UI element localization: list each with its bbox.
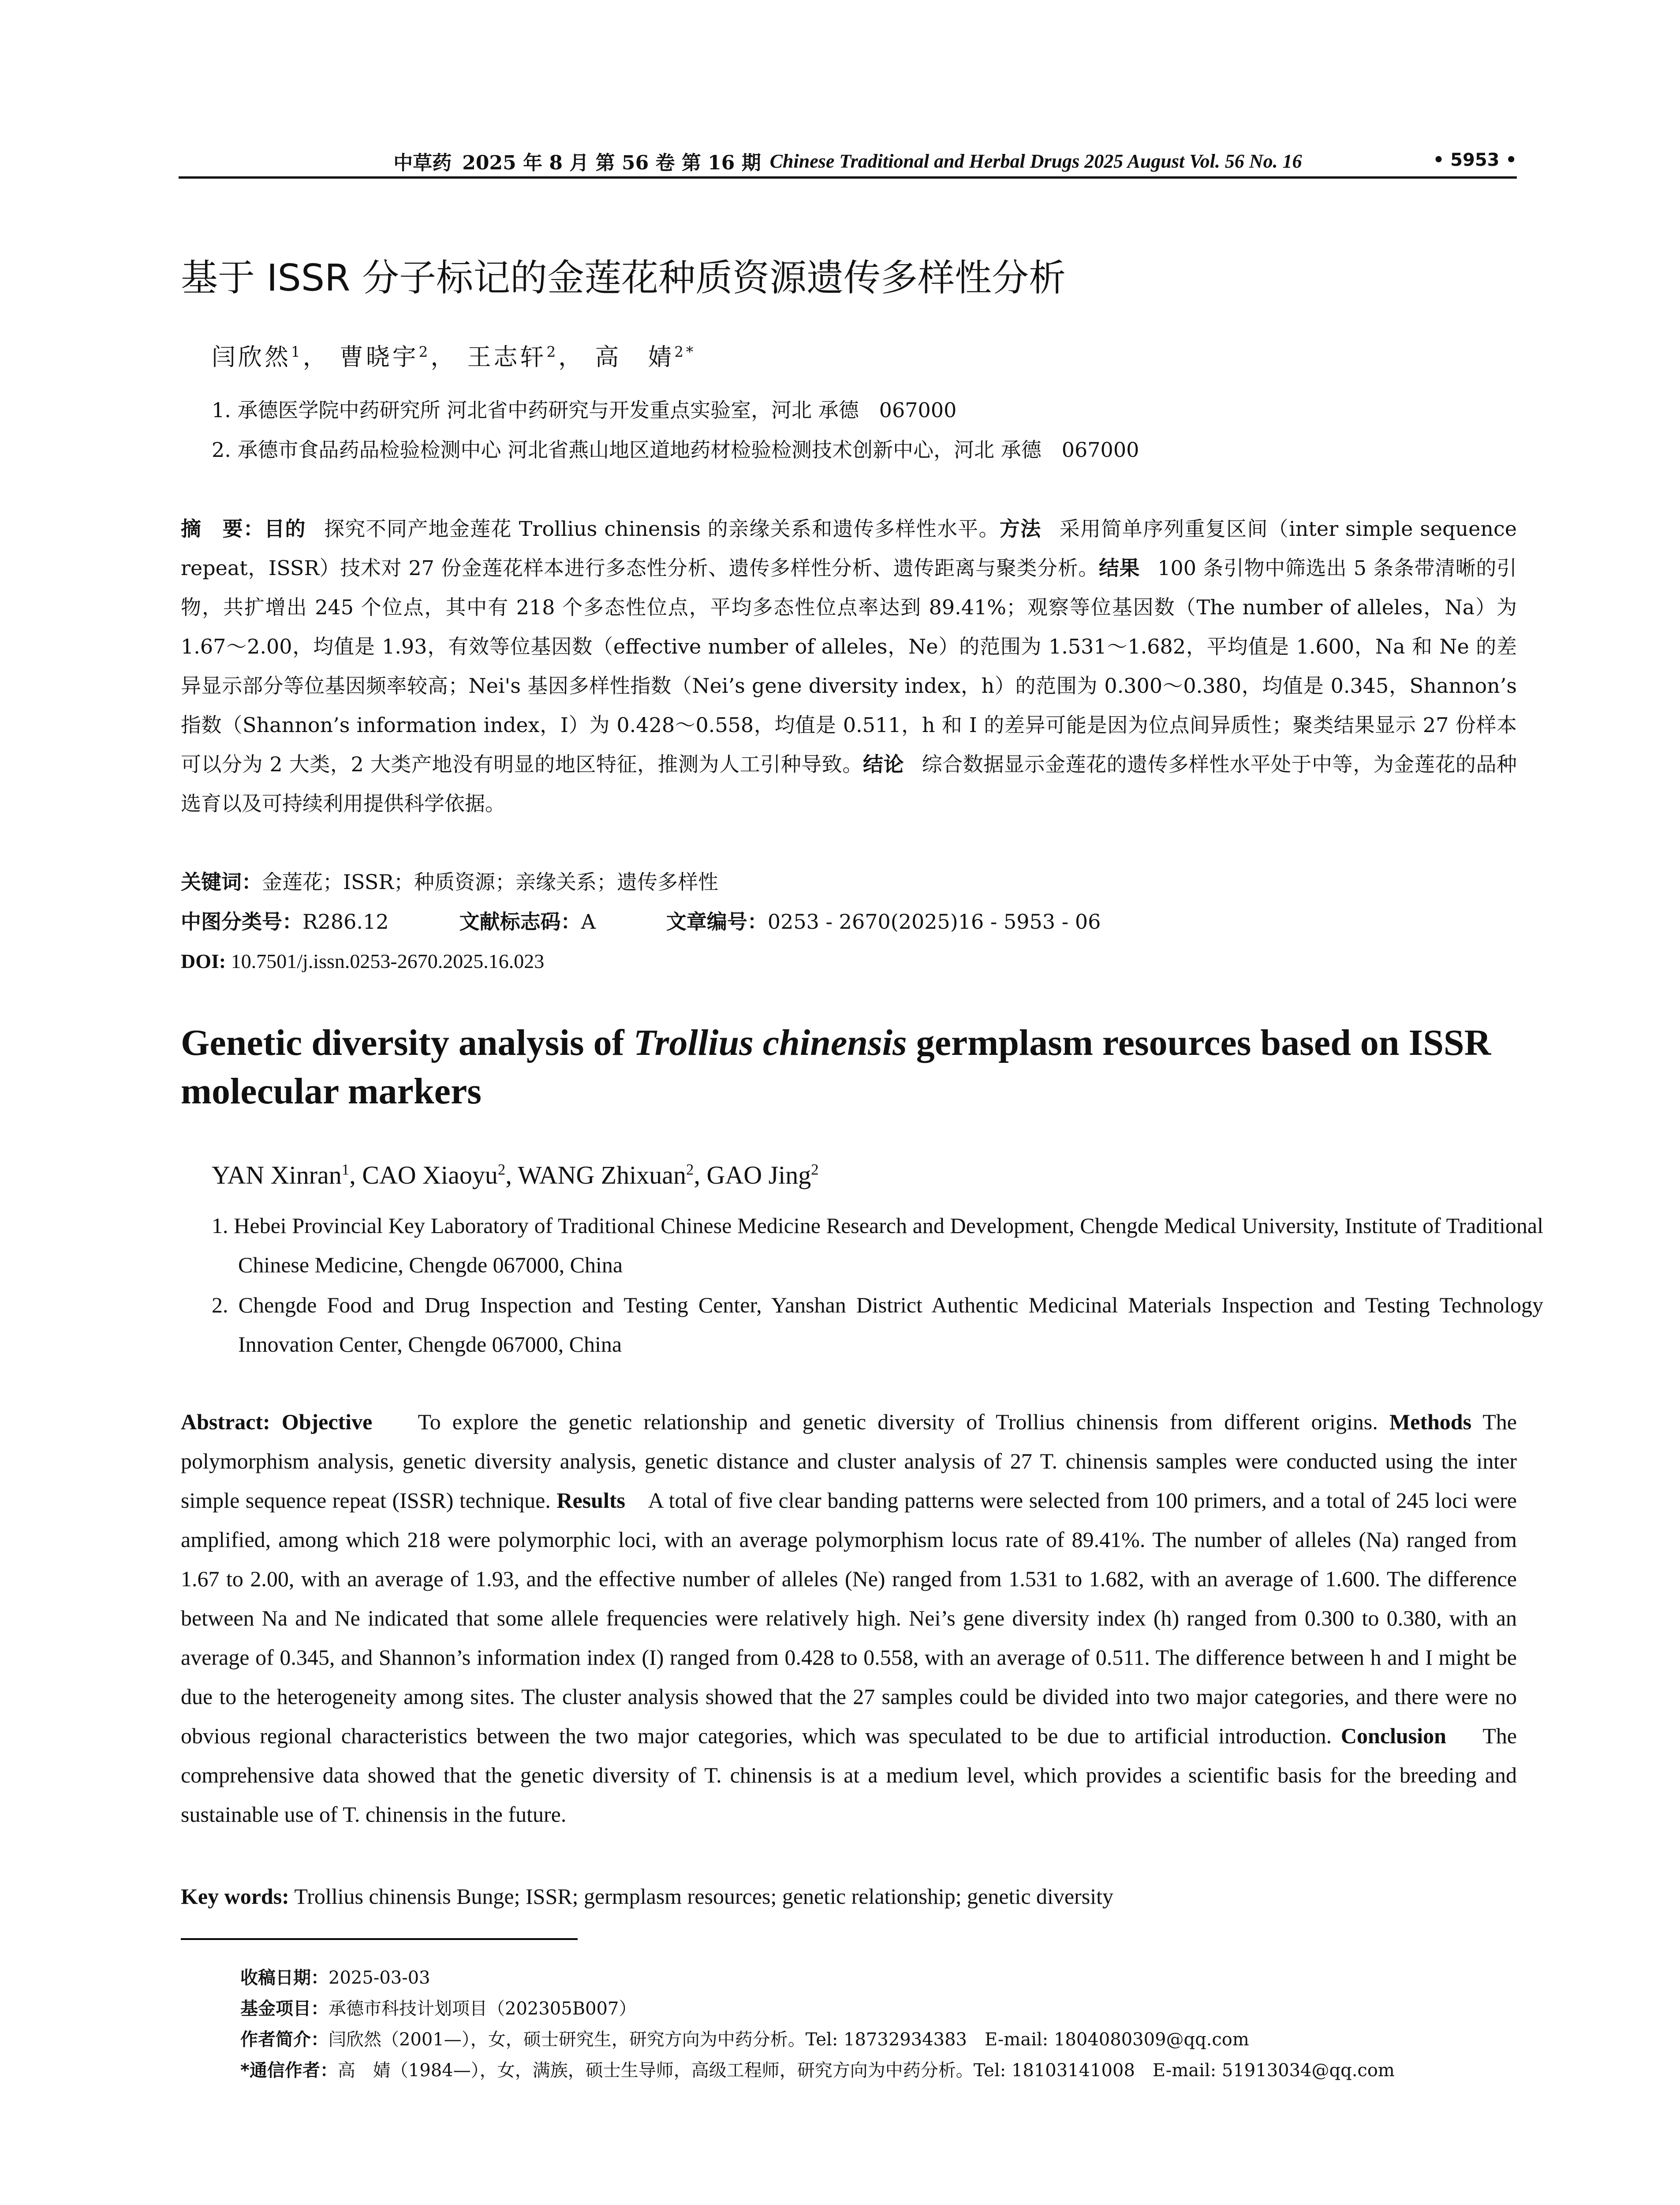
abstract-cn-results-label: 结果 (1098, 556, 1140, 580)
title-cn: 基于 ISSR 分子标记的金莲花种质资源遗传多样性分析 (181, 256, 1066, 299)
abstract-en-conclusion: The comprehensive data showed that the genetic diversity of T. chinensis is at a medium level, which provides a scientific basis for the breeding and sustainable use of T. chinensis in the future. (181, 1723, 1517, 1827)
footnote-received (240, 1962, 1519, 1993)
bio-text: 闫欣然（2001—），女，硕士研究生，研究方向为中药分析。Tel: 18732934383 E-mail: 1804080309@qq.com (329, 2029, 1249, 2050)
doc-code-value: A (581, 910, 596, 934)
footnote-rule (181, 1938, 578, 1940)
author-en-aff: 2 (811, 1161, 819, 1178)
abstract-en-conclusion-label: Conclusion (1340, 1723, 1446, 1748)
abstract-en-results: A total of five clear banding patterns were selected from 100 primers, and a total of 245 loci were amplified, among which 218 were polymorphic loci, with an average polymorphism locus rate of 89.41%. The number of alleles (Na) ranged from 1.67 to 2.00, with an average of 1.93, and the effective number of alleles (Ne) ranged from 1.531 to 1.682, with an average of 1.600. The difference between Na and Ne indicated that some allele frequencies were relatively high. Nei’s gene diversity index (h) ranged from 0.300 to 0.380, with an average of 0.345, and Shannon’s information index (I) ranged from 0.428 to 0.558, with an average of 0.511. The difference between h and I might be due to the heterogeneity among sites. The cluster analysis showed that the 27 samples could be divided into two major categories, and there were no obvious regional characteristics between the two major categories, which was speculated to be due to artificial introduction. (181, 1488, 1517, 1748)
author-sep: , (694, 1161, 707, 1189)
title-en-part1: Genetic diversity analysis of (181, 1022, 634, 1063)
fund-text: 承德市科技计划项目（202305B007） (329, 1999, 637, 2019)
footnote-fund (240, 1993, 1519, 2024)
abstract-cn-label: 摘 要： (181, 517, 265, 541)
footnote-author-bio (240, 2024, 1519, 2055)
doc-code-label: 文献标志码： (459, 910, 581, 934)
abstract-cn (181, 509, 1517, 823)
keywords-en-label: Key words: (181, 1884, 289, 1909)
abstract-en-label: Abstract: (181, 1409, 270, 1434)
author-sep: , (505, 1161, 518, 1189)
bio-label: 作者简介： (240, 2029, 329, 2050)
classification-line (181, 904, 1517, 939)
abstract-cn-objective-label: 目的 (264, 517, 306, 541)
abstract-en-objective-label: Objective (281, 1409, 373, 1434)
author-cn-name: 曹晓宇 (339, 343, 419, 371)
author-en-name: GAO Jing (706, 1161, 811, 1189)
fund-label: 基金项目： (240, 1999, 329, 2019)
keywords-cn-text: 金莲花；ISSR；种质资源；亲缘关系；遗传多样性 (262, 870, 719, 894)
author-cn-name: 王志轩 (467, 343, 547, 371)
affiliation-cn-1: 1. 承德医学院中药研究所 河北省中药研究与开发重点实验室，河北 承德 067000 (212, 398, 957, 422)
author-cn-aff: 2 (418, 344, 431, 360)
keywords-en-text: Trollius chinensis Bunge; ISSR; germplasm resources; genetic relationship; genetic diversity (294, 1884, 1114, 1909)
doi-link[interactable]: 10.7501/j.issn.0253-2670.2025.16.023 (231, 950, 545, 972)
author-en-aff: 2 (686, 1161, 694, 1178)
abstract-en-results-label: Results (556, 1488, 625, 1513)
footnote-corresponding (240, 2055, 1519, 2086)
header-rule (179, 176, 1517, 179)
article-number-value: 0253 - 2670(2025)16 - 5953 - 06 (767, 910, 1101, 934)
title-en (181, 1019, 1517, 1116)
abstract-cn-methods: 采用简单序列重复区间（inter simple sequence repeat，ISSR）技术对 27 份金莲花样本进行多态性分析、遗传多样性分析、遗传距离与聚类分析。 (181, 517, 1517, 580)
keywords-cn (181, 864, 1517, 900)
keywords-cn-label: 关键词： (181, 870, 262, 894)
abstract-cn-methods-label: 方法 (999, 517, 1042, 541)
author-cn-aff: 2* (674, 344, 696, 360)
abstract-en-methods-label: Methods (1389, 1409, 1472, 1434)
author-cn-aff: 2 (546, 344, 559, 360)
keywords-en (181, 1879, 1517, 1914)
page-number: • 5953 • (1433, 150, 1517, 170)
received-label: 收稿日期： (240, 1968, 329, 1988)
doi-line (181, 944, 1517, 979)
abstract-en-methods: The polymorphism analysis, genetic diversity analysis, genetic distance and cluster analysis of 27 T. chinensis samples were conducted using the inter simple sequence repeat (ISSR) technique. (181, 1409, 1517, 1513)
abstract-cn-results: 100 条引物中筛选出 5 条条带清晰的引物，共扩增出 245 个位点，其中有 218 个多态性位点，平均多态性位点率达到 89.41%；观察等位基因数（The number of alleles，Na）为 1.67～2.00，均值是 1.93，有效等位基因数（effective number of alleles，Ne）的范围为 1.531～1.682，平均值是 1.600，Na 和 Ne 的差异显示部分等位基因频率较高；Nei's 基因多样性指数（Nei’s gene diversity index，h）的范围为 0.300～0.380，均值是 0.345，Shannon’s 指数（Shannon’s information index，I）为 0.428～0.558，均值是 0.511，h 和 I 的差异可能是因为位点间异质性；聚类结果显示 27 份样本可以分为 2 大类，2 大类产地没有明显的地区特征，推测为人工引种导致。 (181, 556, 1517, 776)
abstract-en (181, 1402, 1517, 1834)
clc-value: R286.12 (302, 910, 389, 934)
abstract-cn-objective: 探究不同产地金莲花 Trollius chinensis 的亲缘关系和遗传多样性水平。 (323, 517, 1000, 541)
doi-label: DOI: (181, 950, 226, 972)
corr-label: *通信作者： (240, 2060, 338, 2081)
abstract-cn-conclusion: 综合数据显示金莲花的遗传多样性水平处于中等，为金莲花的品种选育以及可持续利用提供科学依据。 (181, 752, 1517, 815)
author-cn-name: 闫欣然 (212, 343, 291, 371)
author-en-aff: 2 (497, 1161, 506, 1178)
article-number-label: 文章编号： (666, 910, 768, 934)
affiliation-en-2: 2. Chengde Food and Drug Inspection and Testing Center, Yanshan District Authentic Medicinal Materials Inspection and Testing Technology Innovation Center, Chengde 067000, China (212, 1293, 1543, 1357)
author-sep: , (349, 1161, 362, 1189)
author-en-name: CAO Xiaoyu (362, 1161, 498, 1189)
journal-name-cn: 中草药 (393, 152, 452, 174)
running-header (179, 146, 1517, 176)
abstract-en-objective: To explore the genetic relationship and genetic diversity of Trollius chinensis from different origins. (418, 1409, 1378, 1434)
journal-info-en: Chinese Traditional and Herbal Drugs 2025 August Vol. 56 No. 16 (769, 150, 1302, 172)
title-en-part2: germplasm resources based on ISSR molecular markers (181, 1022, 1491, 1112)
author-cn-name: 高 婧 (595, 343, 675, 371)
issue-info-cn: 2025 年 8 月 第 56 卷 第 16 期 (462, 152, 761, 174)
author-en-name: YAN Xinran (212, 1161, 342, 1189)
clc-label: 中图分类号： (181, 910, 302, 934)
author-en-aff: 1 (341, 1161, 350, 1178)
received-date: 2025-03-03 (329, 1968, 430, 1988)
corr-text: 高 婧（1984—），女，满族，硕士生导师，高级工程师，研究方向为中药分析。Tel: 18103141008 E-mail: 51913034@qq.com (337, 2060, 1395, 2081)
author-en-name: WANG Zhixuan (518, 1161, 687, 1189)
affiliation-cn-2: 2. 承德市食品药品检验检测中心 河北省燕山地区道地药材检验检测技术创新中心，河北 承德 067000 (212, 438, 1139, 462)
authors-en (212, 1158, 819, 1193)
affiliation-en-1: 1. Hebei Provincial Key Laboratory of Traditional Chinese Medicine Research and Development, Chengde Medical University, Institute of Traditional Chinese Medicine, Chengde 067000, China (212, 1213, 1543, 1277)
author-cn-aff: 1 (291, 344, 303, 360)
title-en-species: Trollius chinensis (633, 1022, 907, 1063)
abstract-cn-conclusion-label: 结论 (863, 752, 904, 776)
authors-cn: 闫欣然$^1$， 曹晓宇$^2$， 王志轩$^2$， 高 婧$^{2*}$ (212, 343, 696, 371)
